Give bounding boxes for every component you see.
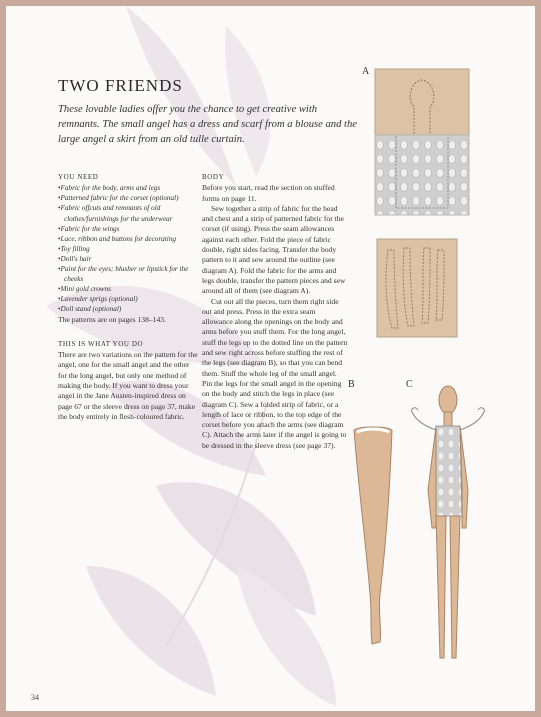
diagram-b-leg — [350, 424, 396, 654]
diagram-c-label: C — [406, 379, 413, 390]
list-item: • Toy filling — [58, 244, 200, 254]
list-item: • Lace, ribbon and buttons for decorating — [58, 234, 200, 244]
patterns-note: The patterns are on pages 138–143. — [58, 314, 166, 324]
materials-list — [58, 183, 200, 314]
page-title: TWO FRIENDS — [58, 76, 183, 95]
this-is-what-you-do-heading: THIS IS WHAT YOU DO — [58, 339, 144, 348]
diagram-a-body-fabric — [374, 68, 470, 216]
list-item: • Doll's hair — [58, 254, 200, 264]
page-number: 34 — [31, 693, 39, 702]
diagram-a-label: A — [362, 66, 370, 77]
list-item: • Fabric offcuts and remnants of old clothes/furnishings for the underwear — [58, 203, 200, 223]
body-paragraph-3: Cut out all the pieces, turn them right side out and press. Press in the extra seam allowance along the openings on the body and arms before you stuff them. For the long angel, stuff the legs up to the dotted line on the pattern and sew right across before stuffing the rest of the legs (see diagram B), so that you can bend them. Stuff the whole leg of the small angel. Pin the legs for the small angel in the opening on the body and stitch the legs in place (see diagram C). Sew a folded strip of fabric, or a length of lace or ribbon, to the top edge of the corset before you attach the arms (see diagram C). Attach the arms later if the angel is going to be dressed in the sleeve dress (see page 37). — [202, 296, 348, 450]
list-item: • Fabric for the wings — [58, 224, 200, 234]
method-text: There are two variations on the pattern for the angel, one for the small angel and the other for the long angel, but only one method of making the body. If you want to dress your angel in the Jane Austen-inspired dress on page 67 or the sleeve dress on page 37, make the body entirely in flesh-coloured fabric. — [58, 350, 198, 421]
body-paragraph-2: Sew together a strip of fabric for the head and chest and a strip of patterned fabric for the corset (if using). Press the seam allowances against each other. Fold the piece of fabric double, right sides facing. Transfer the body pattern to it and sew around the outline (see diagram A). Fold the fabric for the arms and legs double, transfer the pattern pieces and sew around all of them (see diagram A). — [202, 203, 346, 296]
list-item: • Lavender sprigs (optional) — [58, 294, 200, 304]
list-item: • Fabric for the body, arms and legs — [58, 183, 200, 193]
intro-text: These lovable ladies offer you the chance to get creative with remnants. The small angel has a dress and scarf from a blouse and the large angel a skirt from an old tulle curtain. — [58, 104, 357, 145]
diagram-a-limb-fabric — [376, 238, 458, 338]
you-need-heading: YOU NEED — [58, 173, 99, 181]
list-item: • Patterned fabric for the corset (optional) — [58, 193, 200, 203]
list-item: • Mini gold crowns — [58, 284, 200, 294]
right-column — [202, 172, 348, 451]
page — [6, 6, 535, 711]
left-column — [58, 172, 200, 422]
list-item: • Doll stand (optional) — [58, 304, 200, 314]
diagram-b-label: B — [348, 379, 355, 390]
body-heading: BODY — [202, 173, 225, 181]
body-paragraph-1: Before you start, read the section on stuffed forms on page 11. — [202, 183, 335, 203]
diagram-c-doll — [406, 378, 490, 668]
list-item: • Paint for the eyes; blusher or lipstick for the cheeks — [58, 264, 200, 284]
